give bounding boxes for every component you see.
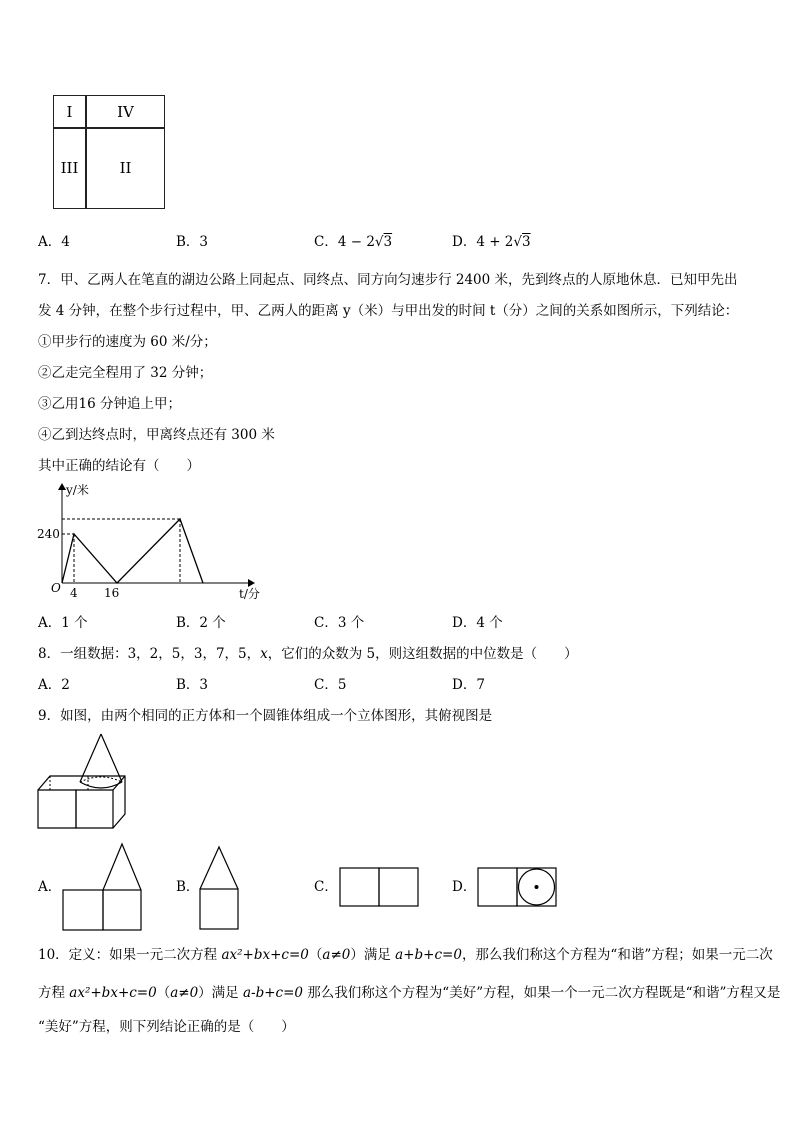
q8-option-b: B．3 [176, 677, 209, 693]
q10-l2-text-a: 方程 [38, 985, 70, 1001]
q10-l1-sum: a+b+c=0 [395, 947, 462, 963]
sqrt-symbol: √ [513, 234, 523, 250]
q7-option-d: D．4 个 [452, 615, 503, 631]
q8-variable: x [260, 646, 268, 662]
q8-stem-text: 8．一组数据：3，2，5，3，7，5， [38, 646, 261, 662]
q10-l1-equation: ax²+bx+c=0 [221, 947, 309, 963]
q6-option-d-expr: 4 + 2 [476, 234, 514, 250]
q10-line3: “美好”方程，则下列结论正确的是（ ） [38, 1019, 295, 1035]
quadrant-figure [53, 95, 165, 209]
q10-l2-text-d: 那么我们称这个方程为“美好”方程，如果一个一元二次方程既是“和谐”方程又是 [303, 985, 781, 1001]
q9-option-c-label: C． [314, 879, 338, 895]
q10-line2 [38, 984, 780, 1002]
q10-l2-equation: ax²+bx+c=0 [69, 985, 157, 1001]
q10-l1-text-a: 10．定义：如果一元二次方程 [38, 947, 222, 963]
q10-l1-text-b: （ [308, 947, 323, 963]
q9-stem: 9．如图，由两个相同的正方体和一个圆锥体组成一个立体图形，其俯视图是 [38, 708, 493, 724]
q10-l1-text-c: ）满足 [350, 947, 396, 963]
solid-figure [36, 732, 132, 832]
origin-label: O [51, 581, 61, 595]
q6-option-d [452, 233, 531, 251]
q9-option-a-figure [60, 842, 144, 932]
x-tick-4: 4 [70, 586, 78, 600]
q7-stem-line2: 发 4 分钟，在整个步行过程中，甲、乙两人的距离 y（米）与甲出发的时间 t（分）之间的关系如图所示，下列结论： [38, 303, 739, 319]
q9-option-d-figure [476, 866, 558, 908]
x-tick-16: 16 [104, 586, 120, 600]
q8-option-a: A．2 [38, 677, 70, 693]
distance-time-graph [32, 478, 268, 606]
q6-option-b: B．3 [176, 234, 209, 250]
q9-option-c-figure [338, 866, 420, 908]
q8-option-c: C．5 [314, 677, 347, 693]
q6-option-c [314, 233, 392, 251]
quadrant-label-bl: III [60, 159, 79, 177]
q7-statement-4: ④乙到达终点时，甲离终点还有 300 米 [38, 427, 275, 443]
q10-l1-text-d: ，那么我们称这个方程为“和谐”方程；如果一元二次 [461, 947, 773, 963]
y-axis-label: y/米 [66, 483, 89, 497]
distance-curve [62, 519, 203, 583]
q7-statement-3: ③乙用16 分钟追上甲； [38, 396, 181, 412]
q9-option-b-figure [197, 845, 241, 931]
q7-statement-2: ②乙走完全程用了 32 分钟； [38, 365, 213, 381]
q7-prompt: 其中正确的结论有（ ） [38, 458, 200, 474]
q10-l2-condition: a≠0 [170, 985, 199, 1001]
q8-stem-tail: ，它们的众数为 5，则这组数据的中位数是（ ） [267, 646, 578, 662]
q6-option-c-label: C． [314, 234, 338, 250]
q6-option-c-expr: 4 − 2 [337, 234, 375, 250]
q10-l2-text-b: （ [156, 985, 171, 1001]
q7-option-c: C．3 个 [314, 615, 365, 631]
q6-option-c-radicand: 3 [383, 234, 393, 250]
x-axis-label: t/分 [239, 587, 260, 601]
sqrt-symbol: √ [374, 234, 384, 250]
q6-option-d-label: D． [452, 234, 477, 250]
q8-option-d: D．7 [452, 677, 485, 693]
q9-option-a-label: A． [38, 879, 62, 895]
y-tick-240: 240 [37, 527, 60, 541]
quadrant-label-br: II [119, 159, 132, 177]
q10-l1-condition: a≠0 [322, 947, 351, 963]
q10-l2-text-c: ）满足 [198, 985, 243, 1001]
q7-option-a: A．1 个 [38, 615, 88, 631]
q6-option-d-radicand: 3 [522, 234, 531, 250]
q8-stem [38, 645, 578, 663]
q10-line1 [38, 946, 773, 964]
quadrant-label-tl: I [66, 102, 73, 121]
q10-l2-diff: a-b+c=0 [242, 985, 303, 1001]
q9-option-b-label: B． [176, 879, 200, 895]
q7-stem-line1: 7．甲、乙两人在笔直的湖边公路上同起点、同终点、同方向匀速步行 2400 米，先到终点的人原地休息．已知甲先出 [38, 272, 738, 288]
q9-option-d-label: D． [452, 879, 477, 895]
q6-option-a: A．4 [38, 234, 70, 250]
q7-statement-1: ①甲步行的速度为 60 米/分； [38, 334, 217, 350]
quadrant-label-tr: IV [117, 102, 134, 121]
q7-option-b: B．2 个 [176, 615, 226, 631]
